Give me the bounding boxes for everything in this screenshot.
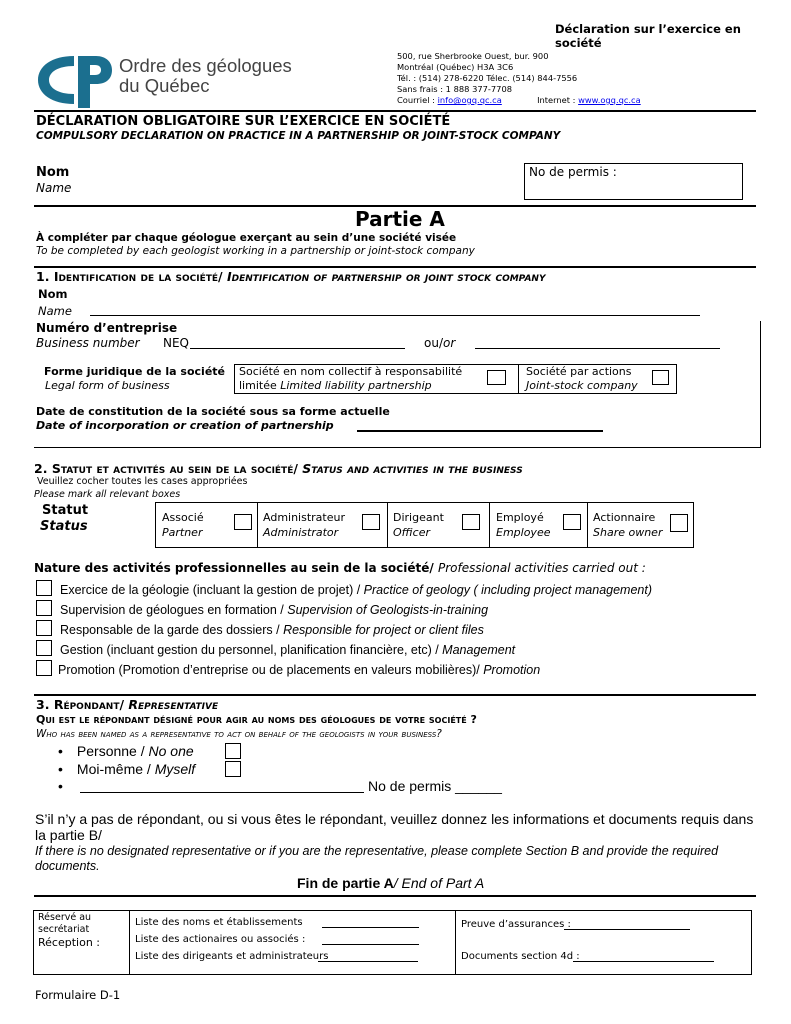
office-docs-label: Documents section 4d : — [461, 951, 580, 962]
form-id: Formulaire D-1 — [35, 988, 121, 1002]
main-title-fr: DÉCLARATION OBLIGATOIRE SUR L’EXERCICE EN SOCIÉTÉ — [36, 114, 451, 129]
section3-question-fr: Qui est le répondant désigné pour agir au noms des géologues de votre société ? — [36, 713, 477, 726]
status-officer-en: Officer — [393, 526, 430, 539]
part-a-divider — [34, 266, 756, 268]
tollfree-line: Sans frais : 1 888 377-7708 — [397, 84, 513, 94]
status-officer — [393, 510, 444, 540]
part-a-intro-fr: À compléter par chaque géologue exerçant au sein d’une société visée — [36, 232, 457, 244]
activities-heading-fr: Nature des activités professionnelles au sein de la société/ — [34, 561, 438, 575]
or-label — [424, 336, 455, 350]
representative-option-other — [58, 778, 77, 794]
section2-divider — [34, 694, 756, 696]
status-officer-fr: Dirigeant — [393, 511, 444, 524]
document-title: Déclaration sur l’exercice en société — [555, 22, 741, 50]
neq-label: NEQ — [163, 336, 190, 350]
incorporation-date-field[interactable] — [357, 430, 603, 432]
bullet-icon: • — [58, 778, 63, 794]
internet-label: Internet : — [537, 95, 579, 105]
section1-frame — [760, 321, 761, 447]
org-name-line2: du Québec — [119, 75, 210, 96]
office-insurance-label: Preuve d’assurances : — [461, 919, 571, 930]
opt-none-fr: Personne / — [76, 743, 149, 759]
status-partner — [162, 510, 204, 540]
representative-option-myself — [58, 761, 195, 777]
activity-promotion-en: Promotion — [483, 663, 541, 677]
company-name-label-en: Name — [38, 304, 72, 318]
section3-question-en: Who has been named as a representative to act on behalf of the geologists in your business? — [36, 728, 442, 740]
activity-files-en: Responsible for project or client files — [283, 623, 484, 637]
office-list-officers-field[interactable] — [318, 961, 418, 962]
end-of-part-a — [297, 875, 484, 891]
representative-permit-label: No de permis ______ — [368, 778, 502, 794]
address-line1: 500, rue Sherbrooke Ouest, bur. 900 — [397, 51, 549, 61]
officer-checkbox[interactable] — [462, 514, 480, 530]
office-insurance-field[interactable] — [564, 929, 690, 930]
activity-checkbox-promotion[interactable] — [36, 660, 52, 676]
llp-label-en: Limited liability partnership — [280, 379, 432, 392]
activities-heading — [34, 561, 646, 575]
part-a-intro-en: To be completed by each geologist working in a partnership or joint-stock company — [36, 245, 475, 257]
activity-management-fr: Gestion (incluant gestion du personnel, planification financière, etc) / — [60, 643, 443, 657]
activity-row — [36, 580, 652, 597]
legal-form-label-en: Legal form of business — [45, 379, 170, 392]
opt-myself-fr: Moi-même / — [76, 761, 155, 777]
section2-heading-en: Status and activities in the business — [302, 461, 523, 476]
part-a-title: Partie A — [355, 207, 445, 231]
activity-supervision-fr: Supervision de géologues en formation / — [60, 603, 288, 617]
status-partner-en: Partner — [162, 526, 203, 539]
end-of-part-a-fr: Fin de partie A — [297, 875, 394, 891]
activity-row — [36, 600, 488, 617]
business-number-label-en: Business number — [36, 336, 140, 350]
status-label-en: Status — [40, 519, 88, 534]
activity-row — [36, 660, 540, 677]
end-of-part-a-en: / End of Part A — [393, 875, 485, 891]
bullet-icon: • — [58, 761, 63, 777]
activity-checkbox-supervision[interactable] — [36, 600, 52, 616]
status-partner-fr: Associé — [162, 511, 204, 524]
contact-line — [397, 95, 641, 106]
ogq-logo-icon — [34, 50, 114, 110]
status-employee-fr: Employé — [496, 511, 544, 524]
status-share-owner — [593, 510, 662, 540]
org-address-block — [397, 51, 641, 106]
activity-supervision-en: Supervision of Geologists-in-training — [287, 603, 489, 617]
opt-myself-en: Myself — [154, 761, 196, 777]
activity-practice-en: Practice of geology ( including project management) — [363, 583, 653, 597]
activity-checkbox-practice[interactable] — [36, 580, 52, 596]
office-list-names-field[interactable] — [322, 927, 419, 928]
address-line2: Montréal (Québec) H3A 3C6 — [397, 62, 514, 72]
permit-number-field[interactable] — [524, 163, 743, 200]
office-list-shareholders-label: Liste des actionaires ou associés : — [135, 934, 306, 945]
legal-form-label-fr: Forme juridique de la société — [44, 365, 226, 378]
jsc-checkbox[interactable] — [652, 370, 669, 385]
activity-management-en: Management — [442, 643, 516, 657]
section2-number: 2. — [34, 461, 52, 476]
section3-heading-en: Representative — [128, 697, 219, 712]
office-reception-label: Réception : — [38, 936, 100, 949]
section3-divider — [34, 895, 756, 897]
llp-checkbox[interactable] — [487, 370, 506, 385]
or-label-en: or — [443, 336, 456, 350]
name-label-en: Name — [36, 181, 72, 195]
or-label-fr: ou/ — [424, 336, 443, 350]
neq-field[interactable] — [190, 348, 405, 349]
activity-checkbox-files[interactable] — [36, 620, 52, 636]
status-employee-en: Employee — [496, 526, 551, 539]
section3-note-en: If there is no designated representative or if you are the representative, please complete Section B and provide the required documents. — [35, 844, 719, 873]
employee-checkbox[interactable] — [563, 514, 581, 530]
section2-heading-fr: Statut et activités au sein de la société/ — [51, 461, 303, 476]
incorporation-date-label-fr: Date de constitution de la société sous sa forme actuelle — [36, 405, 390, 418]
section2-heading — [34, 461, 523, 476]
activity-row — [36, 620, 484, 637]
status-administrator — [263, 510, 345, 540]
section3-heading — [36, 697, 218, 712]
main-title-en: COMPULSORY DECLARATION ON PRACTICE IN A PARTNERSHIP OR JOINT-STOCK COMPANY — [36, 130, 561, 142]
bullet-icon: • — [58, 743, 63, 759]
office-list-shareholders-field[interactable] — [322, 944, 419, 945]
status-label-fr: Statut — [42, 503, 89, 518]
opt-none-en: No one — [148, 743, 194, 759]
section1-heading — [36, 269, 545, 284]
company-name-label-fr: Nom — [38, 287, 68, 301]
legal-form-option-llp — [239, 365, 462, 393]
legal-form-option-jsc — [526, 365, 638, 393]
share-owner-checkbox[interactable] — [670, 514, 688, 532]
activity-files-fr: Responsable de la garde des dossiers / — [60, 623, 284, 637]
partner-checkbox[interactable] — [234, 514, 252, 530]
section2-note-fr: Veuillez cocher toutes les cases appropriées — [37, 476, 248, 487]
section1-heading-en: Identification of partnership or joint stock company — [226, 269, 546, 284]
section3-number: 3. — [36, 697, 54, 712]
email-label: Courriel : — [397, 95, 438, 105]
none-checkbox[interactable] — [225, 743, 241, 759]
llp-label-fr: Société en nom collectif à responsabilité — [239, 365, 463, 378]
office-docs-field[interactable] — [573, 961, 714, 962]
name-label-fr: Nom — [36, 165, 70, 180]
section1-frame-bottom — [34, 447, 761, 448]
activity-row — [36, 640, 515, 657]
section2-note-en: Please mark all relevant boxes — [34, 489, 181, 500]
activity-promotion-fr: Promotion (Promotion d’entreprise ou de placements en valeurs mobilières)/ — [58, 663, 484, 677]
section3-note-fr: S’il n’y a pas de répondant, ou si vous êtes le répondant, veuillez donnez les informations et documents requis dans la partie B/ — [35, 811, 754, 843]
org-name-line1: Ordre des géologues — [119, 55, 292, 76]
header-divider — [34, 110, 756, 112]
status-administrator-fr: Administrateur — [263, 511, 345, 524]
alt-business-number-field[interactable] — [475, 348, 720, 349]
company-name-field[interactable] — [90, 315, 700, 316]
business-number-label-fr: Numéro d’entreprise — [36, 321, 178, 335]
activities-heading-en: Professional activities carried out : — [437, 561, 646, 575]
representative-option-none — [58, 743, 194, 759]
status-administrator-en: Administrator — [263, 526, 339, 539]
internet-link[interactable]: www.ogq.qc.ca — [578, 95, 641, 105]
office-reserved-label: Réservé au secrétariat — [38, 912, 92, 935]
activity-practice-fr: Exercice de la géologie (incluant la gestion de projet) / — [60, 583, 364, 597]
activity-checkbox-management[interactable] — [36, 640, 52, 656]
office-list-officers-label: Liste des dirigeants et administrateurs — [135, 951, 329, 962]
org-name — [119, 56, 292, 96]
email-link[interactable]: info@ogq.qc.ca — [437, 95, 502, 105]
phone-line: Tél. : (514) 278-6220 Télec. (514) 844-7556 — [397, 73, 578, 83]
office-list-names-label: Liste des noms et établissements — [135, 917, 303, 928]
permit-number-label: No de permis : — [529, 165, 617, 179]
jsc-label-en: Joint-stock company — [526, 379, 638, 392]
administrator-checkbox[interactable] — [362, 514, 380, 530]
section3-heading-fr: Répondant/ — [53, 697, 129, 712]
myself-checkbox[interactable] — [225, 761, 241, 777]
section1-number: 1. — [36, 269, 54, 284]
jsc-label-fr: Société par actions — [526, 365, 632, 378]
incorporation-date-label-en: Date of incorporation or creation of partnership — [36, 419, 334, 432]
status-share-owner-en: Share owner — [593, 526, 663, 539]
llp-label-fr2: limitée — [239, 379, 281, 392]
section1-heading-fr: Identification de la société/ — [53, 269, 227, 284]
status-share-owner-fr: Actionnaire — [593, 511, 656, 524]
status-employee — [496, 510, 550, 540]
representative-name-field[interactable] — [80, 792, 364, 793]
